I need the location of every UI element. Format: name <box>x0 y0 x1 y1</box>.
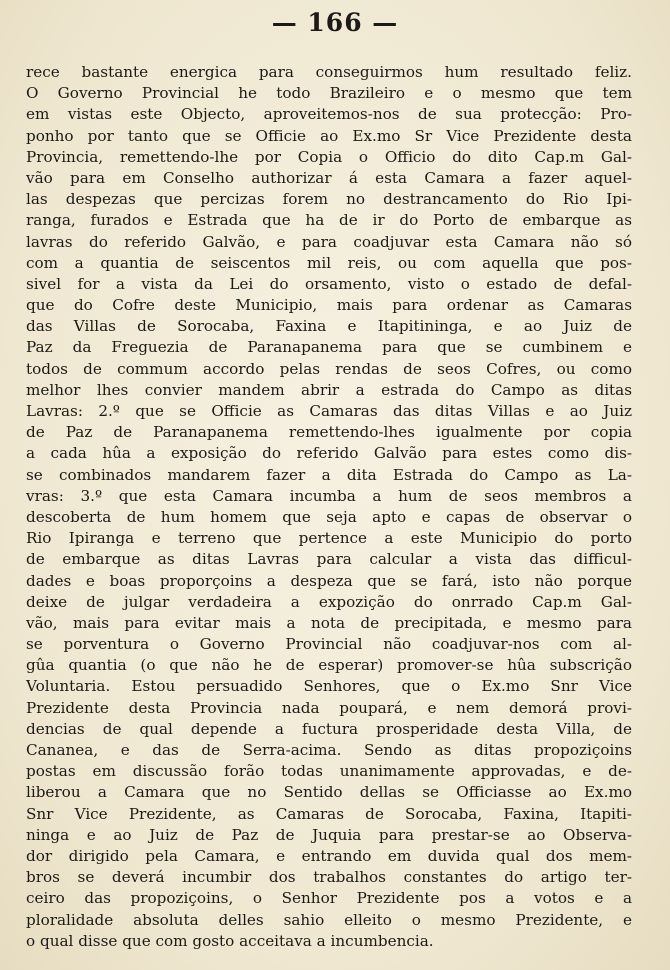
text-line: postas em discussão forão todas unanimamente approvadas, e de- <box>26 762 632 781</box>
text-line: das Villas de Sorocaba, Faxina e Itapitininga, e ao Juiz de <box>26 317 632 336</box>
text-line: o qual disse que com gosto acceitava a incumbencia. <box>26 931 434 950</box>
text-line: ranga, furados e Estrada que ha de ir do Porto de embarque as <box>26 211 632 230</box>
text-line: ponho por tanto que se Officie ao Ex.mo Sr Vice Prezidente desta <box>26 126 632 145</box>
text-line: Rio Ipiranga e terreno que pertence a este Municipio do porto <box>26 529 632 548</box>
text-line: Snr Vice Prezidente, as Camaras de Sorocaba, Faxina, Itapiti- <box>26 804 632 823</box>
text-line: todos de commum accordo pelas rendas de seos Cofres, ou como <box>26 359 632 378</box>
text-line: Paz da Freguezia de Paranapanema para que se cumbinem e <box>26 338 632 357</box>
text-line: liberou a Camara que no Sentido dellas se Officiasse ao Ex.mo <box>26 783 632 802</box>
text-line: em vistas este Objecto, aproveitemos-nos de sua protecção: Pro- <box>26 105 632 124</box>
text-line: que do Cofre deste Municipio, mais para ordenar as Camaras <box>26 296 632 315</box>
text-line: dades e boas proporçoins a despeza que se fará, isto não porque <box>26 571 632 590</box>
text-line: las despezas que percizas forem no destrancamento do Rio Ipi- <box>26 190 632 209</box>
text-line: ploralidade absoluta delles sahio elleito o mesmo Prezidente, e <box>26 910 632 929</box>
text-line: ninga e ao Juiz de Paz de Juquia para prestar-se ao Observa- <box>26 825 632 844</box>
text-line: lavras do referido Galvão, e para coadjuvar esta Camara não só <box>26 232 632 251</box>
text-line: melhor lhes convier mandem abrir a estrada do Campo as ditas <box>26 380 632 399</box>
text-line: a cada hûa a exposição do referido Galvão para estes como dis- <box>26 444 632 463</box>
text-line: deixe de julgar verdadeira a expozição do onrrado Cap.m Gal- <box>26 592 632 611</box>
text-line: bros se deverá incumbir dos trabalhos constantes do artigo ter- <box>26 868 632 887</box>
text-line: com a quantia de seiscentos mil reis, ou com aquella que pos- <box>26 253 632 272</box>
text-line: Cananea, e das de Serra-acima. Sendo as ditas propoziçoins <box>26 741 632 759</box>
text-line: rece bastante energica para conseguirmos hum resultado feliz. <box>26 63 632 81</box>
text-line: Provincia, remettendo-lhe por Copia o Officio do dito Cap.m Gal- <box>26 147 632 166</box>
text-line: gûa quantia (o que não he de esperar) promover-se hûa subscrição <box>26 656 632 675</box>
body-text <box>26 62 632 952</box>
text-line: sivel for a vista da Lei do orsamento, visto o estado de defal- <box>26 274 632 293</box>
text-line: se combinados mandarem fazer a dita Estrada do Campo as La- <box>26 465 632 484</box>
text-line: Prezidente desta Provincia nada poupará, e nem demorá provi- <box>26 698 632 717</box>
text-line: Lavras: 2.º que se Officie as Camaras das ditas Villas e ao Juiz <box>26 402 632 420</box>
text-line: dor dirigido pela Camara, e entrando em duvida qual dos mem- <box>26 846 632 865</box>
text-line: descoberta de hum homem que seja apto e capas de observar o <box>26 507 632 526</box>
text-line: ceiro das propoziçoins, o Senhor Prezidente pos a votos e a <box>26 889 632 908</box>
text-line: vão, mais para evitar mais a nota de precipitada, e mesmo para <box>26 613 632 632</box>
text-line: se porventura o Governo Provincial não coadjuvar-nos com al- <box>26 635 632 654</box>
page-number: — 166 — <box>271 8 399 37</box>
text-line: vão para em Conselho authorizar á esta Camara a fazer aquel- <box>26 168 632 187</box>
text-line: dencias de qual depende a fuctura prosperidade desta Villa, de <box>26 719 632 738</box>
text-line: vras: 3.º que esta Camara incumba a hum de seos membros a <box>26 486 632 505</box>
text-line: O Governo Provincial he todo Brazileiro e o mesmo que tem <box>26 84 632 103</box>
text-line: de embarque as ditas Lavras para calcular a vista das difficul- <box>26 550 632 569</box>
text-line: de Paz de Paranapanema remettendo-lhes igualmente por copia <box>26 423 632 442</box>
text-line: Voluntaria. Estou persuadido Senhores, que o Ex.mo Snr Vice <box>26 677 632 696</box>
